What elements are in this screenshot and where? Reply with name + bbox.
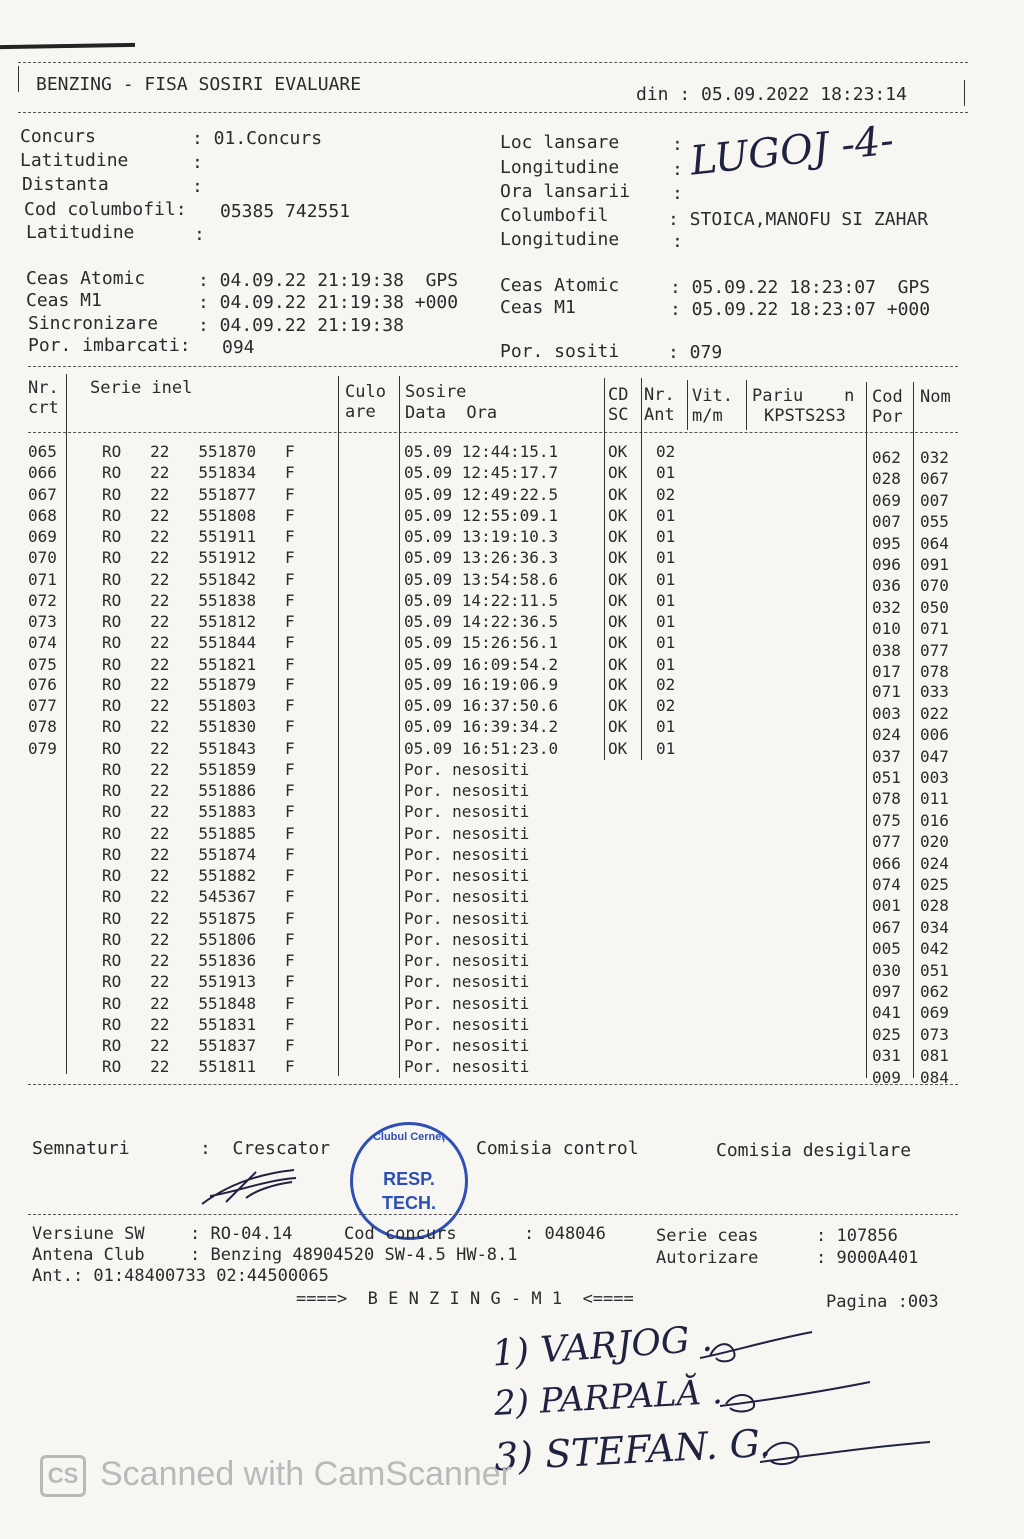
col-header-vit: Vit. xyxy=(692,386,733,406)
cell-sosire: Por. nesositi xyxy=(404,1015,530,1034)
cell-ring: RO 22 551803 F xyxy=(102,696,295,715)
table-row xyxy=(0,610,1024,638)
col-header-ant: Ant xyxy=(644,405,675,425)
table-row xyxy=(0,631,1024,660)
table-row xyxy=(0,1008,1024,1044)
cell-nr: 068 xyxy=(28,506,57,525)
table-row xyxy=(0,505,1024,531)
cell-nom: 081 xyxy=(920,1046,949,1065)
clock-value: : 05.09.22 18:23:07 GPS xyxy=(670,277,931,298)
cell-ring: RO 22 551870 F xyxy=(102,442,295,461)
info-value: : STOICA,MANOFU SI ZAHAR xyxy=(668,209,929,230)
ant-line: Ant.: 01:48400733 02:44500065 xyxy=(32,1266,329,1286)
cell-sosire: 05.09 16:37:50.6 xyxy=(404,696,559,715)
cell-nr: 066 xyxy=(28,463,57,482)
cell-cd-sc: OK xyxy=(608,717,628,736)
cell-cod-por: 024 xyxy=(872,725,901,744)
cell-sosire: 05.09 13:54:58.6 xyxy=(404,570,559,589)
cell-nr: 079 xyxy=(28,739,57,758)
table-row xyxy=(0,966,1024,1001)
clock-label: Sincronizare xyxy=(28,313,159,334)
cell-cod-por: 041 xyxy=(872,1003,901,1022)
table-row xyxy=(0,798,1024,830)
cell-nom: 071 xyxy=(920,619,949,638)
autorizare-label: Autorizare xyxy=(656,1248,759,1268)
cell-cd-sc: OK xyxy=(608,463,628,482)
cell-cod-por: 097 xyxy=(872,982,901,1001)
header-left-border xyxy=(18,66,19,92)
info-value: 05385 742551 xyxy=(220,201,351,222)
header-top-rule xyxy=(18,62,968,63)
cell-nom: 073 xyxy=(920,1025,949,1044)
document-title: BENZING - FISA SOSIRI EVALUARE xyxy=(36,74,362,95)
table-top-rule xyxy=(28,366,958,367)
cell-cod-por: 007 xyxy=(872,512,901,531)
cell-ring: RO 22 551848 F xyxy=(102,994,295,1013)
cell-nom: 024 xyxy=(920,854,949,873)
cell-cod-por: 028 xyxy=(872,469,901,488)
col-header-mm: m/m xyxy=(692,406,723,426)
handwritten-location: LUGOJ -4- xyxy=(688,117,896,185)
cell-cd-sc: OK xyxy=(608,485,628,504)
cell-cd-sc: OK xyxy=(608,442,628,461)
cell-ring: RO 22 551882 F xyxy=(102,866,295,885)
table-row xyxy=(0,1029,1024,1065)
info-label: Columbofil xyxy=(500,205,609,226)
cell-nom: 067 xyxy=(920,469,949,488)
cell-ring: RO 22 551837 F xyxy=(102,1036,295,1055)
cell-nr: 074 xyxy=(28,633,57,652)
cell-nom: 051 xyxy=(920,961,949,980)
cell-nr-ant: 01 xyxy=(656,570,676,589)
cell-sosire: Por. nesositi xyxy=(404,824,530,843)
autorizare-value: : 9000A401 xyxy=(816,1248,919,1268)
cell-nr-ant: 01 xyxy=(656,655,676,674)
cell-ring: RO 22 551883 F xyxy=(102,802,295,821)
cell-cd-sc: OK xyxy=(608,506,628,525)
clock-value: : 05.09.22 18:23:07 +000 xyxy=(670,299,931,320)
info-value: : xyxy=(672,231,683,252)
cell-nom: 047 xyxy=(920,747,949,766)
table-header-rule xyxy=(28,432,958,433)
handwritten-signatures-icon xyxy=(690,1322,1010,1472)
scan-edge-mark xyxy=(0,43,135,49)
stamp-line1: RESP. xyxy=(383,1169,435,1189)
cell-nom: 069 xyxy=(920,1003,949,1022)
cell-nom: 077 xyxy=(920,641,949,660)
cell-cod-por: 066 xyxy=(872,854,901,873)
cell-sosire: 05.09 14:22:11.5 xyxy=(404,591,559,610)
cell-nr-ant: 01 xyxy=(656,633,676,652)
cell-sosire: 05.09 13:19:10.3 xyxy=(404,527,559,546)
info-value: : xyxy=(672,183,683,204)
cell-nom: 016 xyxy=(920,811,949,830)
col-header-por: Por xyxy=(872,407,903,427)
stamp-line2: TECH. xyxy=(382,1193,436,1213)
cell-nr: 071 xyxy=(28,570,57,589)
cell-cod-por: 005 xyxy=(872,939,901,958)
cell-cod-por: 095 xyxy=(872,534,901,553)
table-row xyxy=(0,882,1024,915)
col-sep xyxy=(746,380,747,430)
cell-ring: RO 22 551859 F xyxy=(102,760,295,779)
cell-nr: 073 xyxy=(28,612,57,631)
versiune-label: Versiune SW xyxy=(32,1224,145,1244)
cell-cod-por: 031 xyxy=(872,1046,901,1065)
cell-cd-sc: OK xyxy=(608,675,628,694)
table-row xyxy=(0,652,1024,681)
info-value: : xyxy=(192,152,203,173)
cell-nom: 050 xyxy=(920,598,949,617)
cell-nom: 032 xyxy=(920,448,949,467)
cell-cod-por: 009 xyxy=(872,1068,901,1087)
cell-ring: RO 22 551811 F xyxy=(102,1057,295,1076)
col-header-cd: CD xyxy=(608,385,629,405)
cell-ring: RO 22 551913 F xyxy=(102,972,295,991)
cell-nr: 065 xyxy=(28,442,57,461)
cell-ring: RO 22 551834 F xyxy=(102,463,295,482)
cell-nom: 091 xyxy=(920,555,949,574)
cell-nom: 033 xyxy=(920,682,949,701)
cod-concurs-label: Cod concurs xyxy=(344,1224,457,1244)
footer-top-rule xyxy=(28,1214,958,1215)
table-row xyxy=(0,1050,1024,1087)
cell-cd-sc: OK xyxy=(608,739,628,758)
col-header-culo: Culo xyxy=(345,382,386,402)
col-header-nom: Nom xyxy=(920,387,951,407)
cell-nom: 028 xyxy=(920,896,949,915)
cell-nom: 064 xyxy=(920,534,949,553)
cell-nom: 020 xyxy=(920,832,949,851)
cell-ring: RO 22 551838 F xyxy=(102,591,295,610)
cell-nr: 078 xyxy=(28,717,57,736)
table-row xyxy=(0,672,1024,701)
col-header-sc: SC xyxy=(608,405,629,425)
info-label: Latitudine xyxy=(26,222,135,243)
cell-cod-por: 017 xyxy=(872,662,901,681)
antena-label: Antena Club xyxy=(32,1245,145,1265)
cell-cd-sc: OK xyxy=(608,548,628,567)
cell-ring: RO 22 551830 F xyxy=(102,717,295,736)
cell-sosire: 05.09 12:44:15.1 xyxy=(404,442,559,461)
cell-cd-sc: OK xyxy=(608,696,628,715)
cell-sosire: Por. nesositi xyxy=(404,909,530,928)
info-label: Latitudine xyxy=(20,150,129,171)
cell-cod-por: 096 xyxy=(872,555,901,574)
cell-nom: 007 xyxy=(920,491,949,510)
cell-nr: 070 xyxy=(28,548,57,567)
clock-label: Por. imbarcati: xyxy=(28,335,191,356)
cell-cod-por: 051 xyxy=(872,768,901,787)
cell-ring: RO 22 551886 F xyxy=(102,781,295,800)
cell-nr: 076 xyxy=(28,675,57,694)
cell-nom: 034 xyxy=(920,918,949,937)
clock-value: : 04.09.22 21:19:38 GPS xyxy=(198,270,459,291)
cell-sosire: 05.09 16:19:06.9 xyxy=(404,675,559,694)
table-row xyxy=(0,484,1024,510)
cell-ring: RO 22 551842 F xyxy=(102,570,295,589)
cell-sosire: Por. nesositi xyxy=(404,1036,530,1055)
info-label: Cod columbofil: xyxy=(24,199,187,220)
antena-value: : Benzing 48904520 SW-4.5 HW-8.1 xyxy=(190,1245,518,1265)
info-value: : xyxy=(194,224,205,245)
versiune-value: : RO-04.14 xyxy=(190,1224,293,1244)
cell-sosire: 05.09 12:55:09.1 xyxy=(404,506,559,525)
cell-nom: 003 xyxy=(920,768,949,787)
cell-sosire: 05.09 15:26:56.1 xyxy=(404,633,559,652)
signature-comisia-control: Comisia control xyxy=(476,1138,639,1159)
col-sep xyxy=(687,380,688,430)
table-row xyxy=(0,442,1024,467)
table-row xyxy=(0,589,1024,617)
cell-cd-sc: OK xyxy=(608,633,628,652)
signature-crescator: : Crescator xyxy=(200,1138,331,1159)
info-value: : xyxy=(672,134,683,155)
clock-value: : 079 xyxy=(668,342,723,363)
header-right-border xyxy=(964,80,965,106)
cell-nr-ant: 02 xyxy=(656,675,676,694)
cell-nom: 078 xyxy=(920,662,949,681)
cell-cod-por: 036 xyxy=(872,576,901,595)
col-header-sosire: Sosire xyxy=(405,382,467,402)
cell-ring: RO 22 551885 F xyxy=(102,824,295,843)
table-row xyxy=(0,463,1024,488)
cell-nom: 042 xyxy=(920,939,949,958)
table-row xyxy=(0,714,1024,744)
camscanner-watermark xyxy=(40,1455,512,1497)
cell-ring: RO 22 551843 F xyxy=(102,739,295,758)
cell-sosire: 05.09 12:45:17.7 xyxy=(404,463,559,482)
cell-cd-sc: OK xyxy=(608,655,628,674)
benzing-banner: ====> B E N Z I N G - M 1 <==== xyxy=(296,1289,634,1309)
cell-sosire: 05.09 13:26:36.3 xyxy=(404,548,559,567)
cell-nr-ant: 01 xyxy=(656,717,676,736)
cell-sosire: Por. nesositi xyxy=(404,845,530,864)
cell-sosire: Por. nesositi xyxy=(404,802,530,821)
watermark-text: Scanned with CamScanner xyxy=(100,1455,513,1493)
clock-value: : 04.09.22 21:19:38 +000 xyxy=(198,292,459,313)
stamp-arc-text: Clubul Cerneț xyxy=(372,1131,446,1143)
cell-sosire: Por. nesositi xyxy=(404,1057,530,1076)
handwritten-note-1: 1) VARJOG . xyxy=(490,1318,714,1375)
cell-nr-ant: 01 xyxy=(656,739,676,758)
info-value: : xyxy=(672,159,683,180)
cell-cd-sc: OK xyxy=(608,570,628,589)
cell-nr-ant: 02 xyxy=(656,696,676,715)
table-row xyxy=(0,568,1024,595)
table-row xyxy=(0,987,1024,1022)
cell-nom: 022 xyxy=(920,704,949,723)
cell-cd-sc: OK xyxy=(608,612,628,631)
cell-sosire: 05.09 14:22:36.5 xyxy=(404,612,559,631)
cell-ring: RO 22 551831 F xyxy=(102,1015,295,1034)
table-row xyxy=(0,777,1024,808)
clock-label: Ceas M1 xyxy=(500,297,576,318)
cell-nr-ant: 01 xyxy=(656,506,676,525)
page-number: Pagina :003 xyxy=(826,1292,939,1312)
cell-cod-por: 001 xyxy=(872,896,901,915)
cell-nr-ant: 01 xyxy=(656,527,676,546)
serie-ceas-value: : 107856 xyxy=(816,1226,898,1246)
table-row xyxy=(0,819,1024,851)
header-bottom-rule xyxy=(18,112,968,113)
cell-sosire: Por. nesositi xyxy=(404,866,530,885)
cell-nom: 006 xyxy=(920,725,949,744)
info-label: Distanta xyxy=(22,174,109,195)
cell-cod-por: 077 xyxy=(872,832,901,851)
cell-cod-por: 075 xyxy=(872,811,901,830)
clock-label: Por. sositi xyxy=(500,341,620,362)
clock-label: Ceas Atomic xyxy=(26,268,146,289)
cell-cd-sc: OK xyxy=(608,527,628,546)
cell-ring: RO 22 545367 F xyxy=(102,887,295,906)
cell-nr: 072 xyxy=(28,591,57,610)
cell-nom: 055 xyxy=(920,512,949,531)
cell-cod-por: 074 xyxy=(872,875,901,894)
table-row xyxy=(0,735,1024,766)
handwritten-note-3: 3) STEFAN. G. xyxy=(493,1420,772,1480)
info-value: : 01.Concurs xyxy=(192,128,323,149)
cell-sosire: Por. nesositi xyxy=(404,887,530,906)
cell-nom: 011 xyxy=(920,789,949,808)
info-label: Ora lansarii xyxy=(500,181,631,202)
table-row xyxy=(0,840,1024,873)
table-row xyxy=(0,756,1024,787)
cell-nr-ant: 01 xyxy=(656,463,676,482)
info-label: Longitudine xyxy=(500,157,620,178)
cell-sosire: Por. nesositi xyxy=(404,972,530,991)
table-bottom-rule xyxy=(28,1084,958,1085)
cell-ring: RO 22 551812 F xyxy=(102,612,295,631)
clock-label: Ceas M1 xyxy=(26,290,102,311)
handwritten-note-2: 2) PARPALĂ . xyxy=(493,1372,724,1424)
table-row xyxy=(0,861,1024,894)
cell-nom: 025 xyxy=(920,875,949,894)
cell-ring: RO 22 551875 F xyxy=(102,909,295,928)
col-header-nr: Nr. xyxy=(28,378,59,398)
cell-sosire: 05.09 16:39:34.2 xyxy=(404,717,559,736)
cell-nr: 069 xyxy=(28,527,57,546)
cell-cod-por: 038 xyxy=(872,641,901,660)
col-header-culo2: are xyxy=(345,402,376,422)
clock-label: Ceas Atomic xyxy=(500,275,620,296)
cell-nom: 062 xyxy=(920,982,949,1001)
table-row xyxy=(0,924,1024,958)
cell-cod-por: 003 xyxy=(872,704,901,723)
cell-nr-ant: 02 xyxy=(656,442,676,461)
cell-ring: RO 22 551821 F xyxy=(102,655,295,674)
clock-value: 094 xyxy=(222,337,255,358)
cell-ring: RO 22 551836 F xyxy=(102,951,295,970)
info-value: : xyxy=(192,176,203,197)
cell-ring: RO 22 551879 F xyxy=(102,675,295,694)
cell-ring: RO 22 551844 F xyxy=(102,633,295,652)
col-header-serie: Serie inel xyxy=(90,378,193,398)
cell-cod-por: 062 xyxy=(872,448,901,467)
info-label: Loc lansare xyxy=(500,132,620,153)
cell-sosire: Por. nesositi xyxy=(404,781,530,800)
cell-ring: RO 22 551877 F xyxy=(102,485,295,504)
cell-ring: RO 22 551806 F xyxy=(102,930,295,949)
col-header-data-ora: Data Ora xyxy=(405,403,498,423)
club-stamp xyxy=(350,1122,468,1240)
camscanner-logo-icon: CS xyxy=(40,1455,86,1497)
clock-value: : 04.09.22 21:19:38 xyxy=(198,315,404,336)
cell-sosire: 05.09 16:09:54.2 xyxy=(404,655,559,674)
cell-sosire: Por. nesositi xyxy=(404,994,530,1013)
signatures-label: Semnaturi xyxy=(32,1138,130,1159)
signature-comisia-desigilare: Comisia desigilare xyxy=(716,1140,912,1161)
table-row xyxy=(0,903,1024,937)
col-header-nr-ant: Nr. xyxy=(644,385,675,405)
cell-cod-por: 032 xyxy=(872,598,901,617)
signature-scribble-icon xyxy=(196,1166,306,1210)
cell-cod-por: 071 xyxy=(872,682,901,701)
table-row xyxy=(0,526,1024,553)
cell-cod-por: 069 xyxy=(872,491,901,510)
col-header-kpsts: KPSTS2S3 xyxy=(764,406,846,426)
cell-cd-sc: OK xyxy=(608,591,628,610)
col-header-cod: Cod xyxy=(872,387,903,407)
cell-nr-ant: 01 xyxy=(656,591,676,610)
cell-sosire: Por. nesositi xyxy=(404,930,530,949)
cell-sosire: 05.09 12:49:22.5 xyxy=(404,485,559,504)
cell-ring: RO 22 551808 F xyxy=(102,506,295,525)
col-header-pariu: Pariu n xyxy=(752,386,855,406)
serie-ceas-label: Serie ceas xyxy=(656,1226,759,1246)
cell-cod-por: 010 xyxy=(872,619,901,638)
cell-cod-por: 030 xyxy=(872,961,901,980)
printed-datetime: din : 05.09.2022 18:23:14 xyxy=(636,84,907,105)
cod-concurs-value: : 048046 xyxy=(524,1224,606,1244)
cell-ring: RO 22 551912 F xyxy=(102,548,295,567)
col-header-crt: crt xyxy=(28,398,59,418)
cell-cod-por: 037 xyxy=(872,747,901,766)
info-label: Longitudine xyxy=(500,229,620,250)
cell-ring: RO 22 551874 F xyxy=(102,845,295,864)
cell-cod-por: 067 xyxy=(872,918,901,937)
cell-sosire: Por. nesositi xyxy=(404,760,530,779)
table-row xyxy=(0,693,1024,723)
info-label: Concurs xyxy=(20,126,96,147)
cell-cod-por: 078 xyxy=(872,789,901,808)
cell-ring: RO 22 551911 F xyxy=(102,527,295,546)
cell-nr: 077 xyxy=(28,696,57,715)
cell-nr: 067 xyxy=(28,485,57,504)
cell-sosire: 05.09 16:51:23.0 xyxy=(404,739,559,758)
cell-nr-ant: 01 xyxy=(656,548,676,567)
cell-nr-ant: 01 xyxy=(656,612,676,631)
cell-nr-ant: 02 xyxy=(656,485,676,504)
cell-nom: 084 xyxy=(920,1068,949,1087)
cell-cod-por: 025 xyxy=(872,1025,901,1044)
table-row xyxy=(0,547,1024,574)
table-row xyxy=(0,945,1024,980)
cell-nr: 075 xyxy=(28,655,57,674)
cell-nom: 070 xyxy=(920,576,949,595)
cell-sosire: Por. nesositi xyxy=(404,951,530,970)
